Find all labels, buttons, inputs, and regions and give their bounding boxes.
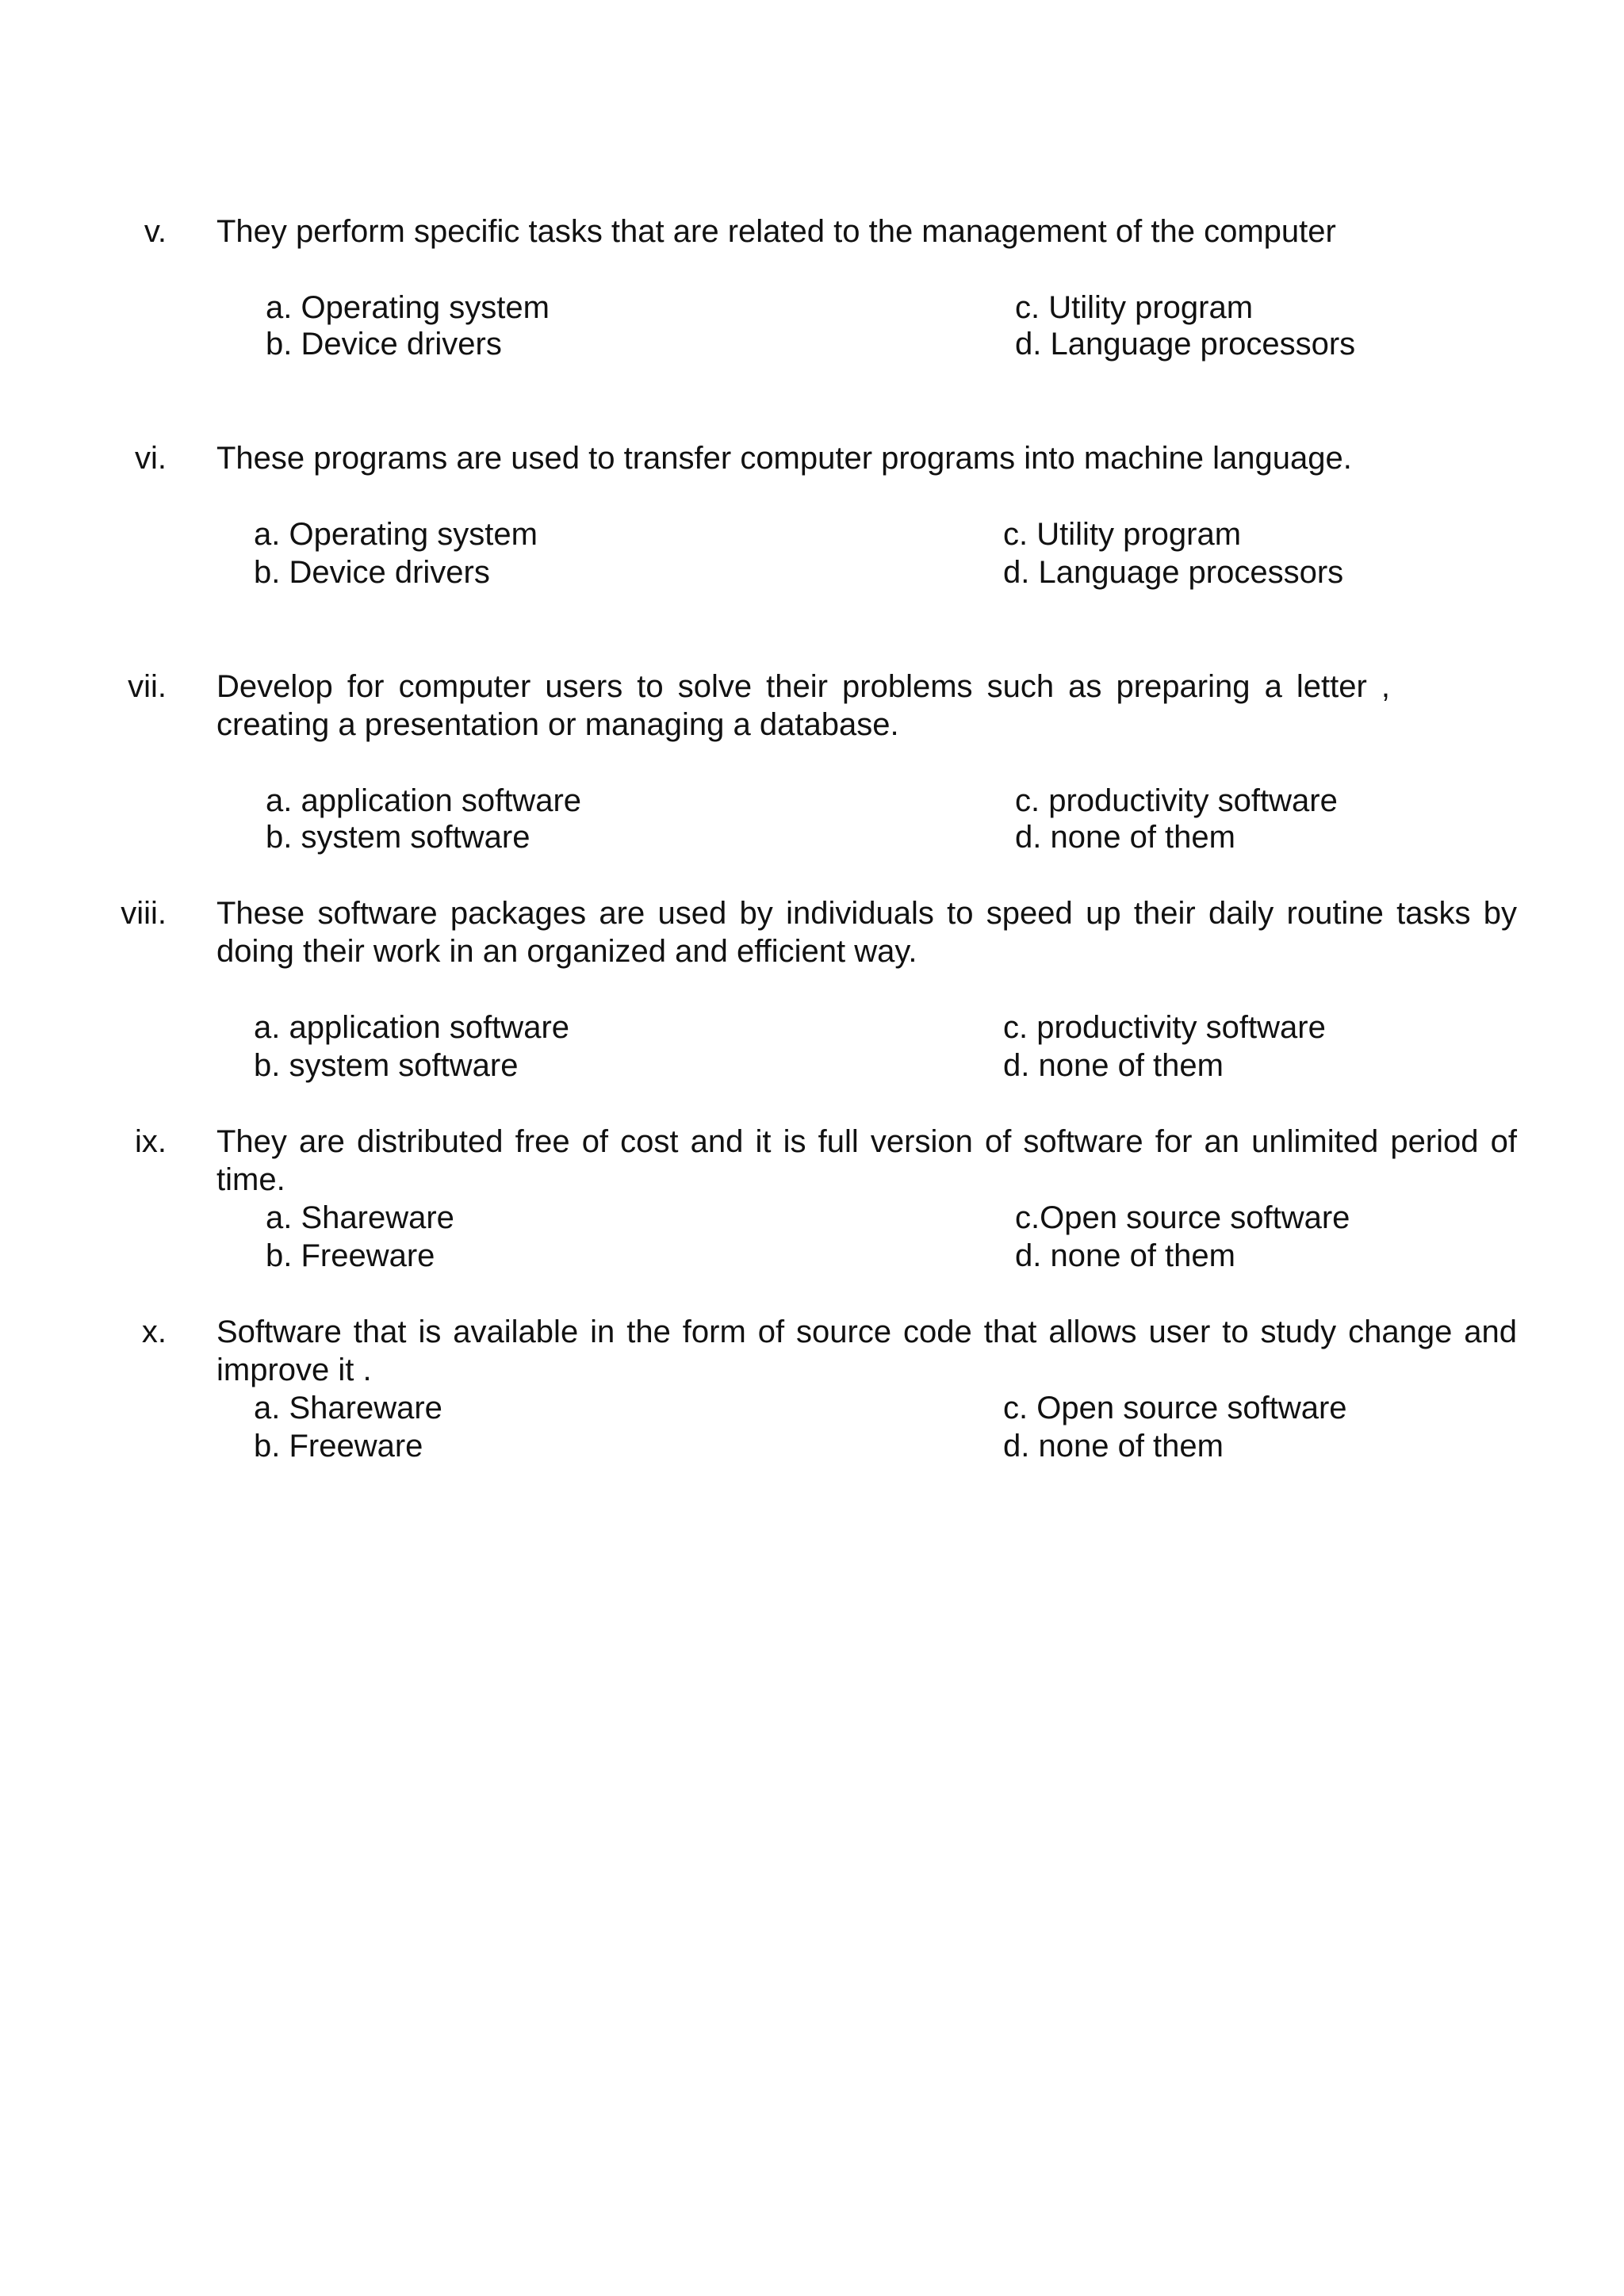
option-a: a. Shareware	[266, 1200, 454, 1235]
option-c: c.Open source software	[1015, 1200, 1350, 1235]
option-c: c. productivity software	[1015, 783, 1338, 818]
option-b: b. Freeware	[254, 1429, 423, 1464]
question-text: Software that is available in the form of source code that allows user to study change and improve it .	[216, 1314, 1517, 1387]
question-text: These programs are used to transfer computer programs into machine language.	[216, 441, 1352, 476]
option-c: c. Utility program	[1015, 290, 1254, 325]
option-d: d. none of them	[1003, 1429, 1224, 1464]
option-a: a. application software	[266, 783, 582, 818]
option-b: b. system software	[254, 1048, 519, 1083]
option-c: c. Open source software	[1003, 1391, 1347, 1425]
question-text: These software packages are used by individuals to speed up their daily routine tasks by doing their work in an organized and efficient way.	[216, 896, 1517, 969]
option-a: a. Operating system	[254, 517, 538, 552]
option-d: d. none of them	[1003, 1048, 1224, 1083]
question-number: ix.	[135, 1124, 167, 1159]
option-c: c. Utility program	[1003, 517, 1242, 552]
option-a: a. application software	[254, 1010, 570, 1045]
option-a: a. Shareware	[254, 1391, 442, 1425]
option-a: a. Operating system	[266, 290, 550, 325]
option-c: c. productivity software	[1003, 1010, 1326, 1045]
question-number: x.	[141, 1314, 167, 1349]
option-d: d. none of them	[1015, 1238, 1235, 1273]
question-text: They are distributed free of cost and it is full version of software for an unlimited period of time.	[216, 1124, 1517, 1197]
option-b: b. Device drivers	[266, 327, 502, 362]
option-b: b. system software	[266, 820, 530, 855]
question-number: vii.	[128, 669, 167, 704]
question-text: They perform specific tasks that are related to the management of the computer	[216, 214, 1336, 249]
option-d: d. Language processors	[1015, 327, 1356, 362]
option-d: d. Language processors	[1003, 555, 1344, 590]
question-number: viii.	[121, 896, 167, 931]
question-text: Develop for computer users to solve their problems such as preparing a letter , creating a presentation or managing a database.	[216, 669, 1390, 742]
option-d: d. none of them	[1015, 820, 1235, 855]
option-b: b. Freeware	[266, 1238, 435, 1273]
option-b: b. Device drivers	[254, 555, 490, 590]
question-number: v.	[144, 214, 167, 249]
question-number: vi.	[135, 441, 167, 476]
